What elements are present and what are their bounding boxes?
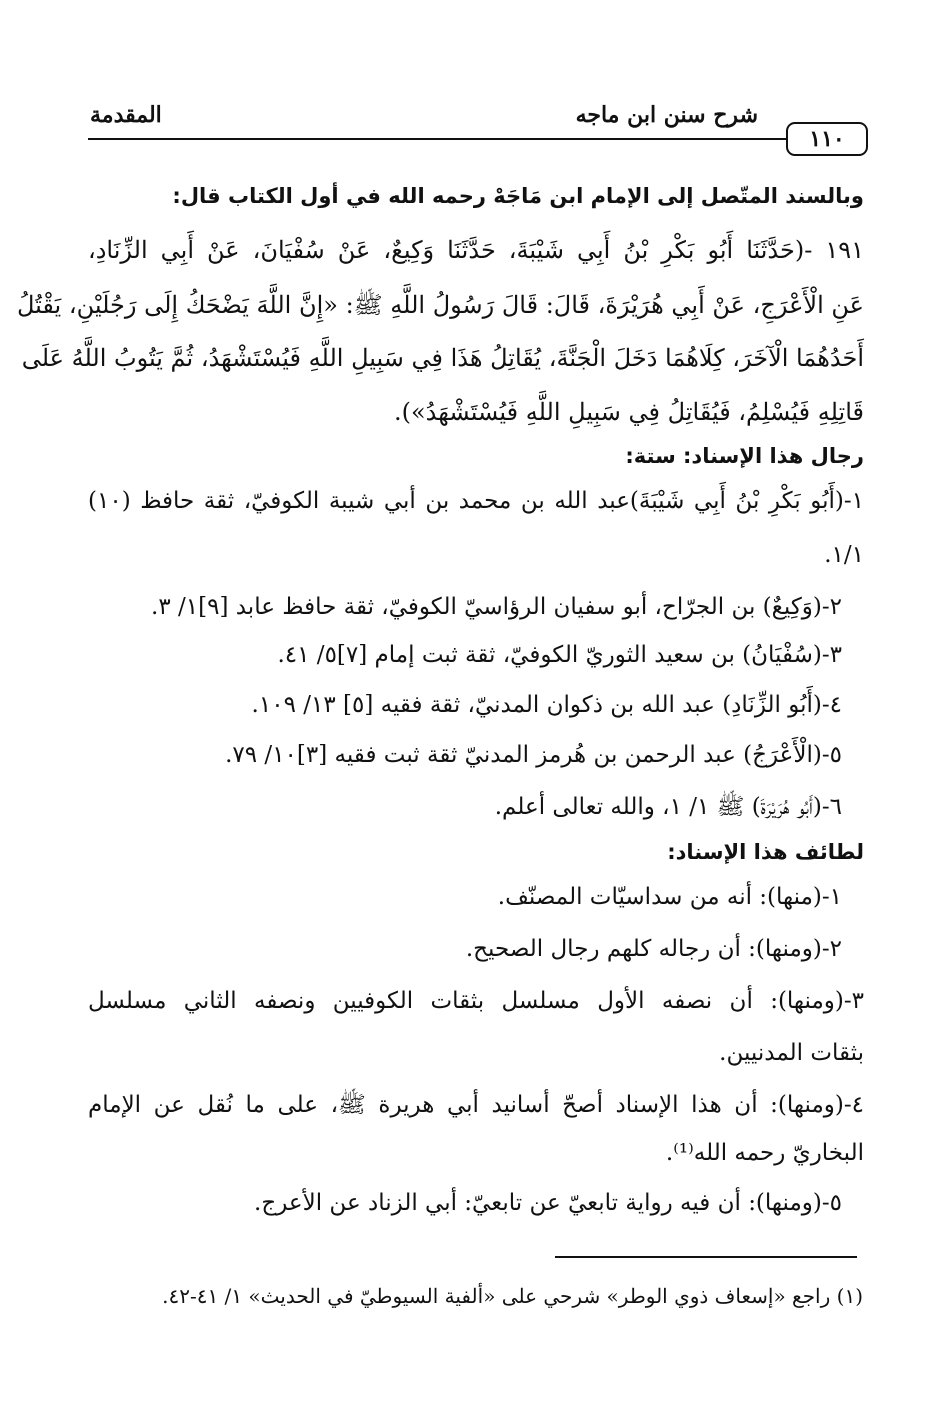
page-header [88,96,868,154]
men-line-2: ٢-(وَكِيعٌ) بن الجرّاح، أبو سفيان الرؤاسيّ الكوفيّ، ثقة حافظ عابد [٩]١/ ٣. [151,594,842,620]
subtlety-line-5: ٥-(ومنها): أن فيه رواية تابعيّ عن تابعيّ: أبي الزناد عن الأعرج. [254,1190,842,1216]
hadith-line-4: قَاتِلِهِ فَيُسْلِمُ، فَيُقَاتِلُ فِي سَبِيلِ اللَّهِ فَيُسْتَشْهَدُ»). [393,398,864,426]
men-line-5: ٥-(الْأَعْرَجُ) عبد الرحمن بن هُرمز المدنيّ ثقة ثبت فقيه [٣]١٠/ ٧٩. [225,742,842,768]
men-line-6: ٦-(أَبُو هُرَيْرَةَ) ﷺ ١/ ١، والله تعالى أعلم. [494,794,842,820]
men-line-3: ٣-(سُفْيَانُ) بن سعيد الثوريّ الكوفيّ، ثقة ثبت إمام [٧]٥/ ٤١. [277,642,842,668]
subtlety-line-1: ١-(منها): أنه من سداسيّات المصنّف. [497,884,842,910]
book-title: شرح سنن ابن ماجه [575,102,758,128]
men-line-1: ١-(أَبُو بَكْرِ بْنُ أَبِي شَيْبَةَ)عبد الله بن محمد بن أبي شيبة الكوفيّ، ثقة حافظ (١٠) [88,488,864,514]
page-number: ١١٠ [786,122,868,156]
subtlety-line-4: ٤-(ومنها): أن هذا الإسناد أصحّ أسانيد أبي هريرة ﷺ، على ما نُقل عن الإمام [88,1092,864,1118]
subtlety-line-2: ٢-(ومنها): أن رجاله كلهم رجال الصحيح. [465,936,842,962]
subtlety-line-3-cont: بثقات المدنيين. [719,1040,864,1066]
footnote-rule [555,1256,857,1258]
hadith-line-1: ١٩١ -(حَدَّثَنَا أَبُو بَكْرِ بْنُ أَبِي شَيْبَةَ، حَدَّثَنَا وَكِيعٌ، عَنْ سُفْيَانَ، عَنْ أَبِي الزِّنَادِ، [88,236,865,264]
subtlety-line-3: ٣-(ومنها): أن نصفه الأول مسلسل بثقات الكوفيين ونصفه الثاني مسلسل [88,988,864,1014]
subtlety-line-4-cont: البخاريّ رحمه الله⁽¹⁾. [665,1140,864,1166]
men-line-1-cont: ١/١. [824,542,864,568]
footnote: (١) راجع «إسعاف ذوي الوطر» شرحي على «ألفية السيوطيّ في الحديث» ١/ ٤١-٤٢. [162,1284,863,1308]
intro-line: وبالسند المتّصل إلى الإمام ابن مَاجَهْ رحمه الله في أول الكتاب قال: [172,184,864,208]
hadith-line-3: أَحَدُهُمَا الْآخَرَ، كِلَاهُمَا دَخَلَ الْجَنَّةَ، يُقَاتِلُ هَذَا فِي سَبِيلِ اللَّهِ فَيُسْتَشْهَدُ، ثُمَّ يَتُوبُ اللَّهُ عَلَى [21,344,864,372]
hadith-line-2: عَنِ الْأَعْرَجِ، عَنْ أَبِي هُرَيْرَةَ، قَالَ: قَالَ رَسُولُ اللَّهِ ﷺ: «إِنَّ اللَّهَ يَضْحَكُ إِلَى رَجُلَيْنِ، يَقْتُلُ [16,291,864,319]
section-title: المقدمة [90,102,162,128]
subtleties-heading: لطائف هذا الإسناد: [667,840,864,864]
men-line-4: ٤-(أَبُو الزِّنَادِ) عبد الله بن ذكوان المدنيّ، ثقة فقيه [٥] ١٣/ ١٠٩. [251,692,842,718]
header-rule [88,138,786,140]
men-heading: رجال هذا الإسناد: ستة: [625,444,864,468]
